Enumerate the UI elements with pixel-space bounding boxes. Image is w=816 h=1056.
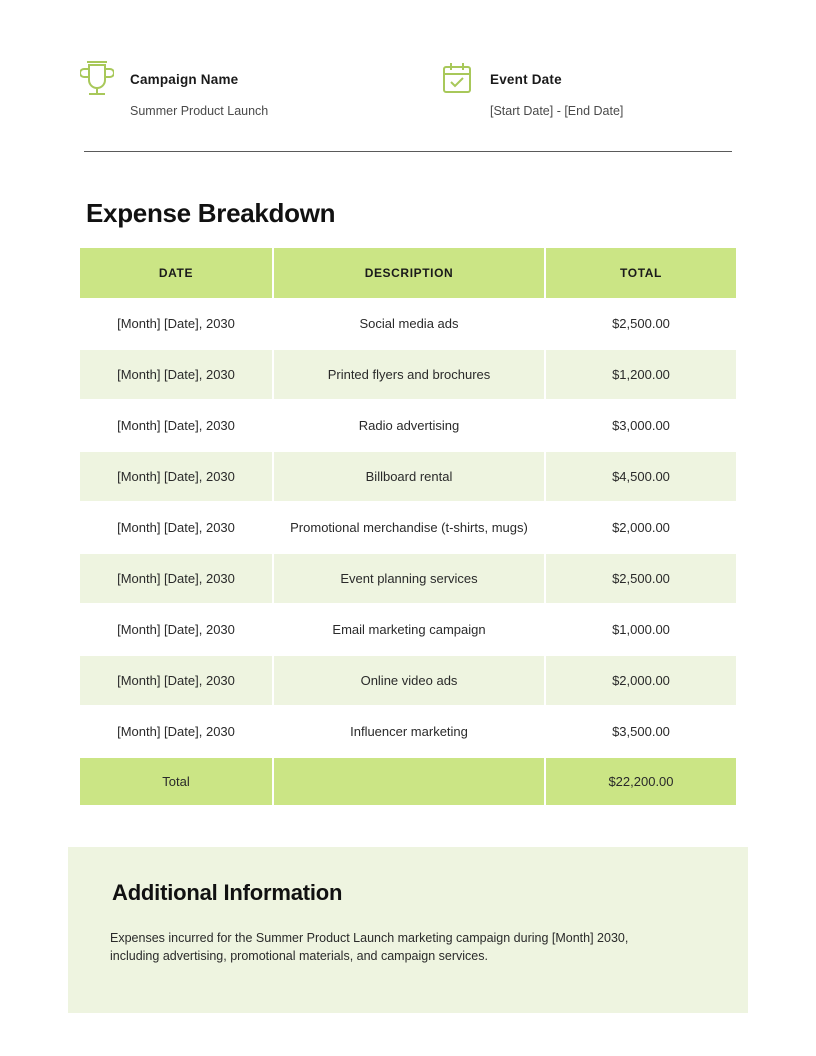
event-date-value: [Start Date] - [End Date]: [490, 104, 624, 119]
campaign-name-label: Campaign Name: [130, 72, 239, 87]
cell-description: Social media ads: [273, 298, 545, 349]
campaign-name-text: [130, 60, 268, 119]
table-row: [80, 553, 736, 604]
additional-information-title: Additional Information: [112, 880, 343, 905]
cell-total: $2,000.00: [545, 502, 736, 553]
cell-description: Event planning services: [273, 553, 545, 604]
additional-information-panel: [68, 847, 748, 1013]
table-row: [80, 451, 736, 502]
cell-total: $3,500.00: [545, 706, 736, 757]
table-row: [80, 502, 736, 553]
cell-date: [Month] [Date], 2030: [80, 655, 273, 706]
cell-date: [Month] [Date], 2030: [80, 400, 273, 451]
cell-total: $3,000.00: [545, 400, 736, 451]
cell-total: $2,000.00: [545, 655, 736, 706]
cell-description: Printed flyers and brochures: [273, 349, 545, 400]
cell-total: $1,200.00: [545, 349, 736, 400]
table-row: [80, 400, 736, 451]
table-row: [80, 349, 736, 400]
total-spacer: [273, 757, 545, 805]
column-header-description: DESCRIPTION: [273, 248, 545, 298]
event-date-label: Event Date: [490, 72, 562, 87]
table-row: [80, 604, 736, 655]
table-total-row: [80, 757, 736, 805]
table-header-row: [80, 248, 736, 298]
cell-date: [Month] [Date], 2030: [80, 604, 273, 655]
campaign-name-block: [80, 60, 440, 119]
header-divider: [84, 151, 732, 152]
cell-total: $2,500.00: [545, 298, 736, 349]
table-row: [80, 298, 736, 349]
cell-description: Promotional merchandise (t-shirts, mugs): [273, 502, 545, 553]
cell-date: [Month] [Date], 2030: [80, 349, 273, 400]
cell-description: Billboard rental: [273, 451, 545, 502]
cell-date: [Month] [Date], 2030: [80, 553, 273, 604]
additional-information-body: Expenses incurred for the Summer Product Launch marketing campaign during [Month] 2030, including advertising, promotional materials, and campaign services.: [110, 931, 629, 964]
cell-description: Radio advertising: [273, 400, 545, 451]
document-header: [80, 60, 736, 119]
table-row: [80, 706, 736, 757]
cell-total: $1,000.00: [545, 604, 736, 655]
column-header-date: DATE: [80, 248, 273, 298]
cell-description: Influencer marketing: [273, 706, 545, 757]
cell-total: $2,500.00: [545, 553, 736, 604]
calendar-check-icon: [440, 60, 474, 100]
cell-date: [Month] [Date], 2030: [80, 706, 273, 757]
campaign-name-value: Summer Product Launch: [130, 104, 269, 119]
column-header-total: TOTAL: [545, 248, 736, 298]
expense-table: [80, 248, 736, 805]
table-row: [80, 655, 736, 706]
cell-date: [Month] [Date], 2030: [80, 451, 273, 502]
event-date-block: [440, 60, 736, 119]
cell-date: [Month] [Date], 2030: [80, 502, 273, 553]
total-label: Total: [80, 757, 273, 805]
cell-total: $4,500.00: [545, 451, 736, 502]
cell-description: Online video ads: [273, 655, 545, 706]
cell-description: Email marketing campaign: [273, 604, 545, 655]
trophy-icon: [80, 60, 114, 100]
page-title: Expense Breakdown: [86, 198, 336, 228]
cell-date: [Month] [Date], 2030: [80, 298, 273, 349]
total-amount: $22,200.00: [545, 757, 736, 805]
event-date-text: [490, 60, 623, 119]
